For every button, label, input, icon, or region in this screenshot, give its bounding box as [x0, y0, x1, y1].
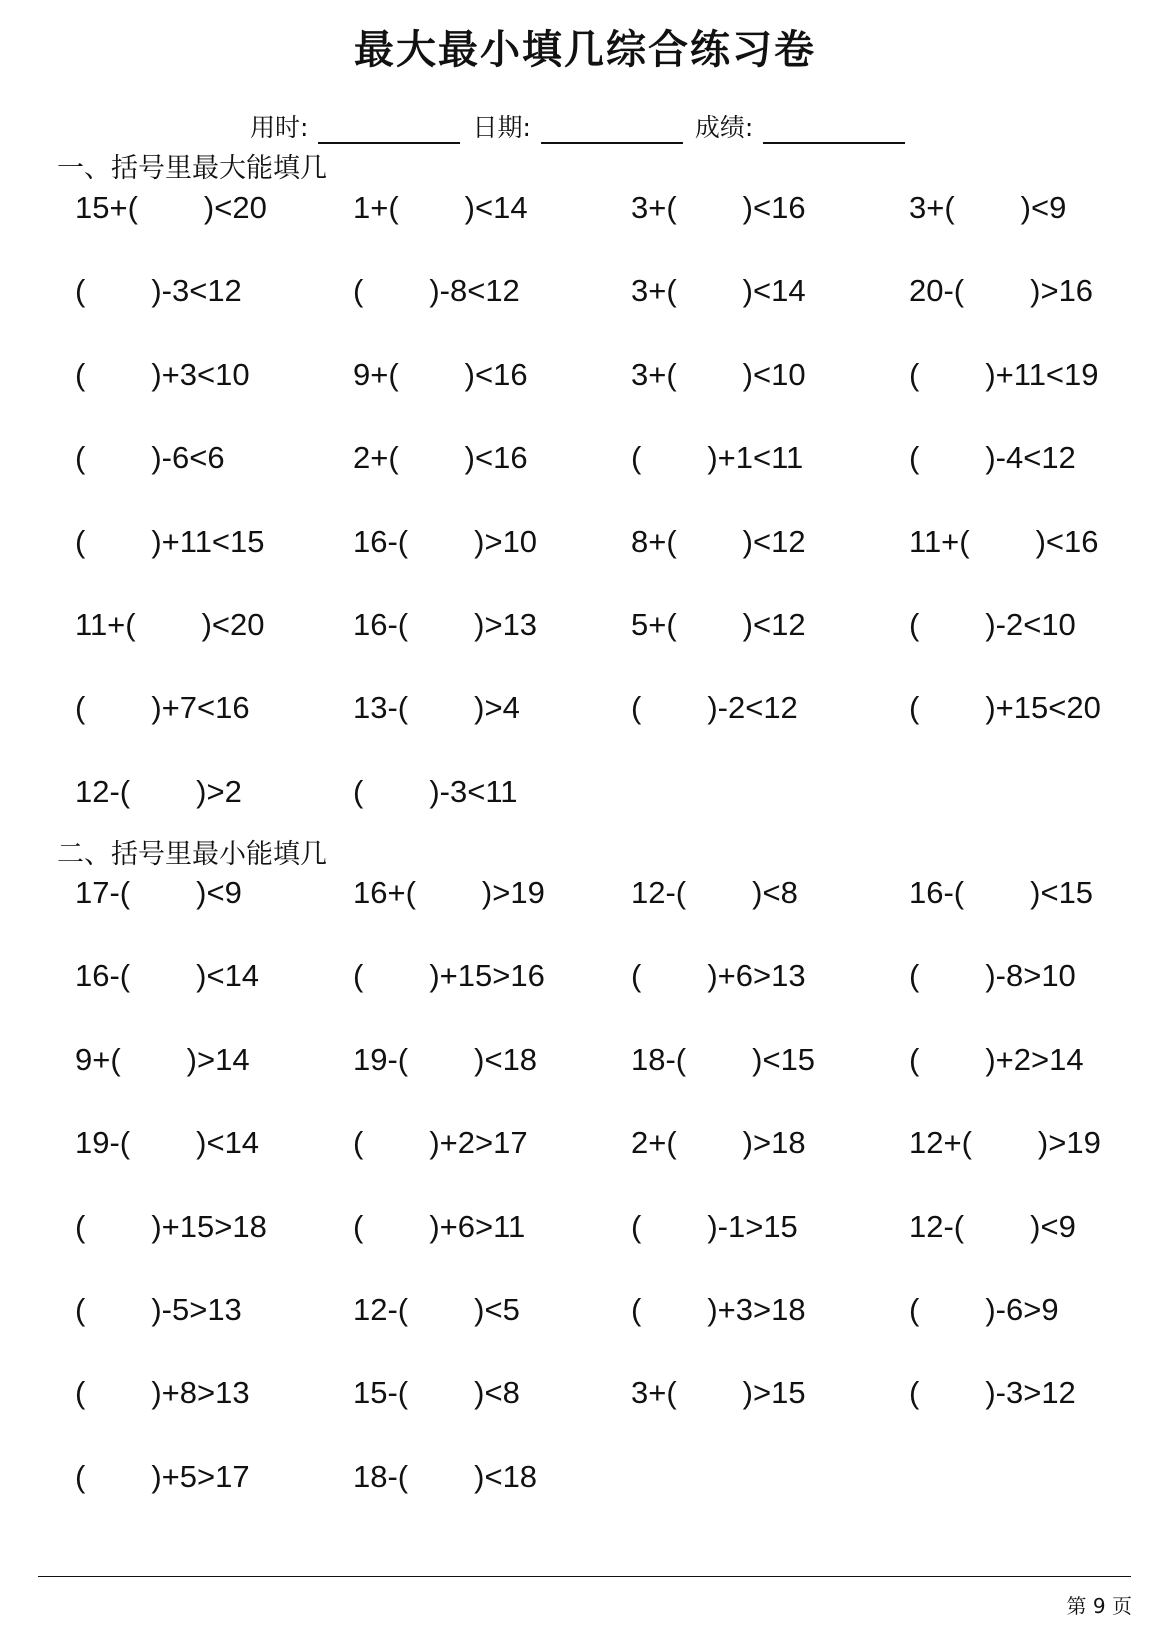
question-suffix: )>2: [196, 773, 242, 809]
question-prefix: 18-(: [631, 1041, 687, 1077]
question-item: [75, 1125, 353, 1208]
question-item: [909, 524, 1170, 607]
question-item: [631, 607, 909, 690]
question-item: [631, 357, 909, 440]
question-suffix: )+11<15: [151, 523, 265, 559]
question-item: [75, 1292, 353, 1375]
question-item: [75, 1209, 353, 1292]
question-suffix: )+6>11: [429, 1208, 526, 1244]
question-suffix: )<20: [201, 606, 265, 642]
question-prefix: 3+(: [631, 1375, 677, 1411]
question-prefix: (: [353, 1208, 364, 1244]
info-row: [250, 108, 917, 144]
question-item: [909, 1209, 1170, 1292]
date-field: [472, 108, 682, 144]
question-suffix: )+11<19: [985, 356, 1099, 392]
question-prefix: (: [75, 356, 86, 392]
question-prefix: 3+(: [909, 190, 955, 225]
question-prefix: (: [75, 273, 86, 309]
question-suffix: )>14: [186, 1041, 250, 1077]
question-prefix: 16-(: [909, 875, 965, 910]
question-item: [353, 440, 631, 523]
question-suffix: )-3<11: [429, 773, 518, 809]
question-prefix: (: [909, 1375, 920, 1411]
question-suffix: )<18: [474, 1041, 538, 1077]
question-prefix: (: [909, 1041, 920, 1077]
question-item: [353, 357, 631, 440]
question-item: [75, 440, 353, 523]
question-suffix: )<14: [196, 1125, 260, 1161]
question-item: [353, 774, 631, 857]
question-prefix: (: [909, 958, 920, 994]
question-prefix: (: [631, 958, 642, 994]
question-suffix: )>19: [1037, 1125, 1101, 1161]
question-prefix: 16-(: [353, 606, 409, 642]
question-item: [909, 440, 1170, 523]
question-prefix: 18-(: [353, 1458, 409, 1494]
question-item: [631, 190, 909, 273]
question-suffix: )<8: [474, 1375, 520, 1411]
question-item: [353, 607, 631, 690]
question-item: [75, 607, 353, 690]
question-item: [631, 1209, 909, 1292]
footer-divider: [38, 1576, 1131, 1577]
question-item: [909, 1042, 1170, 1125]
question-suffix: )+3<10: [151, 356, 250, 392]
question-prefix: 2+(: [353, 440, 399, 476]
question-prefix: 8+(: [631, 523, 677, 559]
question-item: [353, 1375, 631, 1458]
question-suffix: )+5>17: [151, 1458, 250, 1494]
question-suffix: )<16: [464, 356, 528, 392]
time-label: 用时:: [250, 113, 309, 142]
question-prefix: 1+(: [353, 190, 399, 225]
question-prefix: (: [75, 690, 86, 726]
question-suffix: )-2<12: [707, 690, 798, 726]
question-suffix: )+15<20: [985, 690, 1101, 726]
question-prefix: 11+(: [75, 606, 136, 642]
question-item: [75, 190, 353, 273]
question-prefix: (: [75, 1458, 86, 1494]
section-1-heading: 一、括号里最大能填几: [57, 153, 327, 184]
section-1-questions: [75, 190, 1170, 857]
question-item: [631, 875, 909, 958]
question-suffix: )>10: [474, 523, 538, 559]
score-field: [695, 108, 905, 144]
question-prefix: (: [75, 1375, 86, 1411]
question-suffix: )<16: [742, 190, 806, 225]
question-prefix: 5+(: [631, 606, 677, 642]
question-suffix: )>18: [742, 1125, 806, 1161]
question-prefix: (: [353, 773, 364, 809]
question-prefix: 15+(: [75, 190, 138, 225]
score-label: 成绩:: [694, 113, 754, 142]
question-item: [353, 524, 631, 607]
question-item: [75, 958, 353, 1041]
question-item: [909, 273, 1170, 356]
question-prefix: (: [75, 1208, 86, 1244]
question-prefix: (: [909, 356, 920, 392]
question-prefix: 3+(: [631, 273, 677, 309]
question-suffix: )<9: [196, 875, 242, 910]
question-item: [909, 357, 1170, 440]
section-2-questions: [75, 875, 1170, 1542]
question-prefix: (: [631, 690, 642, 726]
question-item: [353, 1292, 631, 1375]
question-item: [75, 357, 353, 440]
question-suffix: )<12: [742, 523, 806, 559]
question-suffix: )<12: [742, 606, 806, 642]
question-suffix: )-6>9: [985, 1291, 1059, 1327]
question-suffix: )-8>10: [985, 958, 1076, 994]
question-prefix: (: [631, 1291, 642, 1327]
question-suffix: )-3<12: [151, 273, 242, 309]
question-suffix: )<16: [1035, 523, 1099, 559]
question-item: [631, 958, 909, 1041]
section-2-heading: 二、括号里最小能填几: [57, 839, 327, 870]
question-suffix: )-5>13: [151, 1291, 242, 1327]
question-item: [631, 440, 909, 523]
question-prefix: (: [631, 1208, 642, 1244]
question-prefix: 12-(: [909, 1208, 965, 1244]
question-suffix: )+2>14: [985, 1041, 1084, 1077]
question-item: [353, 1209, 631, 1292]
question-item: [353, 1125, 631, 1208]
question-suffix: )>19: [481, 875, 545, 910]
question-prefix: (: [909, 690, 920, 726]
question-item: [75, 1459, 353, 1542]
question-item: [75, 1375, 353, 1458]
question-item: [909, 958, 1170, 1041]
question-item: [909, 607, 1170, 690]
question-item: [353, 875, 631, 958]
time-field: [250, 108, 460, 144]
question-item: [909, 1125, 1170, 1208]
question-prefix: (: [75, 523, 86, 559]
question-suffix: )<18: [474, 1458, 538, 1494]
question-suffix: )+6>13: [707, 958, 806, 994]
question-item: [631, 273, 909, 356]
question-suffix: )<14: [464, 190, 528, 225]
question-prefix: 13-(: [353, 690, 409, 726]
question-item: [631, 524, 909, 607]
question-prefix: (: [75, 1291, 86, 1327]
question-item: [353, 958, 631, 1041]
question-suffix: )+8>13: [151, 1375, 250, 1411]
question-suffix: )<15: [1030, 875, 1094, 910]
question-item: [353, 1042, 631, 1125]
question-suffix: )<8: [752, 875, 798, 910]
question-prefix: 11+(: [909, 523, 970, 559]
question-prefix: 3+(: [631, 190, 677, 225]
question-suffix: )<5: [474, 1291, 520, 1327]
date-blank[interactable]: [541, 116, 683, 144]
question-prefix: 12-(: [75, 773, 131, 809]
question-suffix: )-4<12: [985, 440, 1076, 476]
time-blank[interactable]: [318, 116, 460, 144]
question-suffix: )>4: [474, 690, 520, 726]
question-item: [631, 690, 909, 773]
question-prefix: 19-(: [353, 1041, 409, 1077]
score-blank[interactable]: [763, 116, 905, 144]
question-prefix: 12-(: [353, 1291, 409, 1327]
question-prefix: 2+(: [631, 1125, 677, 1161]
question-item: [909, 190, 1170, 273]
question-suffix: )<20: [203, 190, 267, 225]
question-suffix: )<16: [464, 440, 528, 476]
question-suffix: )-6<6: [151, 440, 225, 476]
question-prefix: 9+(: [353, 356, 399, 392]
question-suffix: )>15: [742, 1375, 806, 1411]
question-prefix: (: [75, 440, 86, 476]
question-suffix: )<14: [196, 958, 260, 994]
date-label: 日期:: [472, 113, 531, 142]
question-suffix: )<9: [1030, 1208, 1076, 1244]
question-item: [631, 1375, 909, 1458]
question-prefix: (: [909, 440, 920, 476]
page-title: 最大最小填几综合练习卷: [354, 27, 816, 73]
question-prefix: 12-(: [631, 875, 687, 910]
question-item: [909, 1292, 1170, 1375]
question-prefix: 3+(: [631, 356, 677, 392]
question-item: [75, 875, 353, 958]
question-suffix: )<14: [742, 273, 806, 309]
question-suffix: )+2>17: [429, 1125, 528, 1161]
question-suffix: )>16: [1030, 273, 1094, 309]
question-prefix: 16-(: [75, 958, 131, 994]
question-prefix: (: [353, 273, 364, 309]
question-item: [75, 690, 353, 773]
question-prefix: (: [353, 1125, 364, 1161]
question-prefix: 12+(: [909, 1125, 972, 1161]
question-item: [909, 690, 1170, 773]
question-prefix: 17-(: [75, 875, 131, 910]
question-suffix: )+15>16: [429, 958, 545, 994]
question-prefix: 15-(: [353, 1375, 409, 1411]
question-suffix: )-2<10: [985, 606, 1076, 642]
question-suffix: )+7<16: [151, 690, 250, 726]
question-prefix: 9+(: [75, 1041, 121, 1077]
question-item: [353, 690, 631, 773]
question-item: [75, 273, 353, 356]
question-item: [353, 1459, 631, 1542]
question-prefix: (: [909, 606, 920, 642]
question-prefix: 16-(: [353, 523, 409, 559]
question-prefix: (: [353, 958, 364, 994]
question-item: [631, 1292, 909, 1375]
question-suffix: )<10: [742, 356, 806, 392]
question-item: [353, 190, 631, 273]
question-item: [75, 1042, 353, 1125]
question-suffix: )>13: [474, 606, 538, 642]
question-prefix: (: [909, 1291, 920, 1327]
page-number: 第 9 页: [1066, 1594, 1132, 1618]
question-prefix: 16+(: [353, 875, 416, 910]
question-suffix: )+1<11: [707, 440, 804, 476]
question-suffix: )<15: [752, 1041, 816, 1077]
question-prefix: (: [631, 440, 642, 476]
question-item: [631, 1125, 909, 1208]
question-prefix: 20-(: [909, 273, 965, 309]
question-suffix: )+3>18: [707, 1291, 806, 1327]
question-item: [75, 524, 353, 607]
question-suffix: )-1>15: [707, 1208, 798, 1244]
question-suffix: )+15>18: [151, 1208, 267, 1244]
question-suffix: )-3>12: [985, 1375, 1076, 1411]
question-item: [909, 875, 1170, 958]
question-item: [909, 1375, 1170, 1458]
question-suffix: )-8<12: [429, 273, 520, 309]
question-item: [353, 273, 631, 356]
question-item: [631, 1042, 909, 1125]
question-suffix: )<9: [1020, 190, 1067, 225]
question-prefix: 19-(: [75, 1125, 131, 1161]
